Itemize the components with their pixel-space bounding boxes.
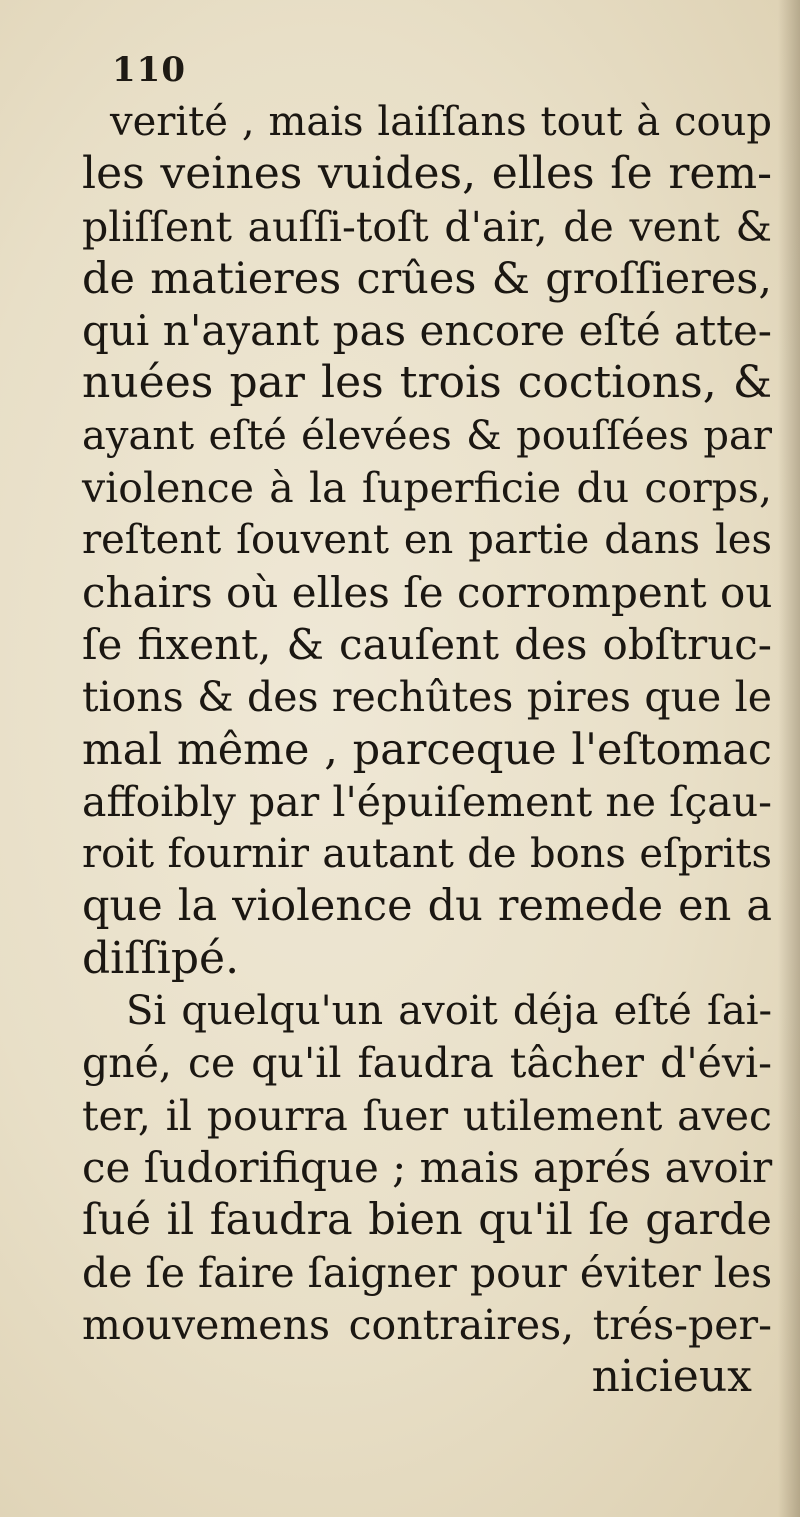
- text-line: roit fournir autant de bons eſprits: [82, 831, 772, 878]
- text-line: ter, il pourra ſuer utilement avec: [82, 1091, 772, 1140]
- body-text: [82, 96, 772, 1403]
- text-line: les veines vuides, elles ſe rem-: [82, 148, 772, 200]
- text-line: diſſipé.: [82, 932, 240, 984]
- text-line: mal même , parceque l'eſtomac: [82, 724, 772, 775]
- text-line: mouvemens contraires, trés-per-: [82, 1300, 772, 1349]
- text-line: gné, ce qu'il faudra tâcher d'évi-: [82, 1039, 772, 1088]
- text-line: ſué il faudra bien qu'il ſe garde: [82, 1195, 772, 1246]
- page-number: 110: [112, 50, 186, 90]
- text-line: de matieres crûes & groſſieres,: [82, 253, 772, 304]
- text-line: ce ſudorifique ; mais aprés avoir: [82, 1142, 773, 1192]
- text-line: reſtent ſouvent en partie dans les: [82, 517, 772, 564]
- text-line: ſe fixent, & cauſent des obſtruc-: [82, 619, 772, 669]
- text-line: nuées par les trois coctions, &: [82, 357, 772, 409]
- text-line: ayant eſté élevées & pouſſées par: [82, 412, 772, 459]
- text-line: violence à la ſuperficie du corps,: [82, 464, 772, 513]
- catchword: nicieux: [591, 1351, 752, 1403]
- text-line: affoibly par l'épuiſement ne ſçau-: [82, 777, 772, 826]
- text-line: verité , mais laiſſans tout à coup: [110, 99, 772, 145]
- text-line: pliſſent auſſi-toſt d'air, de vent &: [82, 202, 772, 251]
- text-line: de ſe faire ſaigner pour éviter les: [82, 1248, 773, 1297]
- text-line: tions & des rechûtes pires que le: [82, 673, 772, 722]
- page-edge-shadow: [778, 0, 800, 1517]
- text-line: qui n'ayant pas encore eſté atte-: [82, 306, 772, 356]
- text-line: que la violence du remede en a: [82, 881, 772, 932]
- text-line: chairs où elles ſe corrompent ou: [82, 567, 773, 617]
- paragraph-start-line: Si quelqu'un avoit déja eſté ſai-: [126, 988, 772, 1035]
